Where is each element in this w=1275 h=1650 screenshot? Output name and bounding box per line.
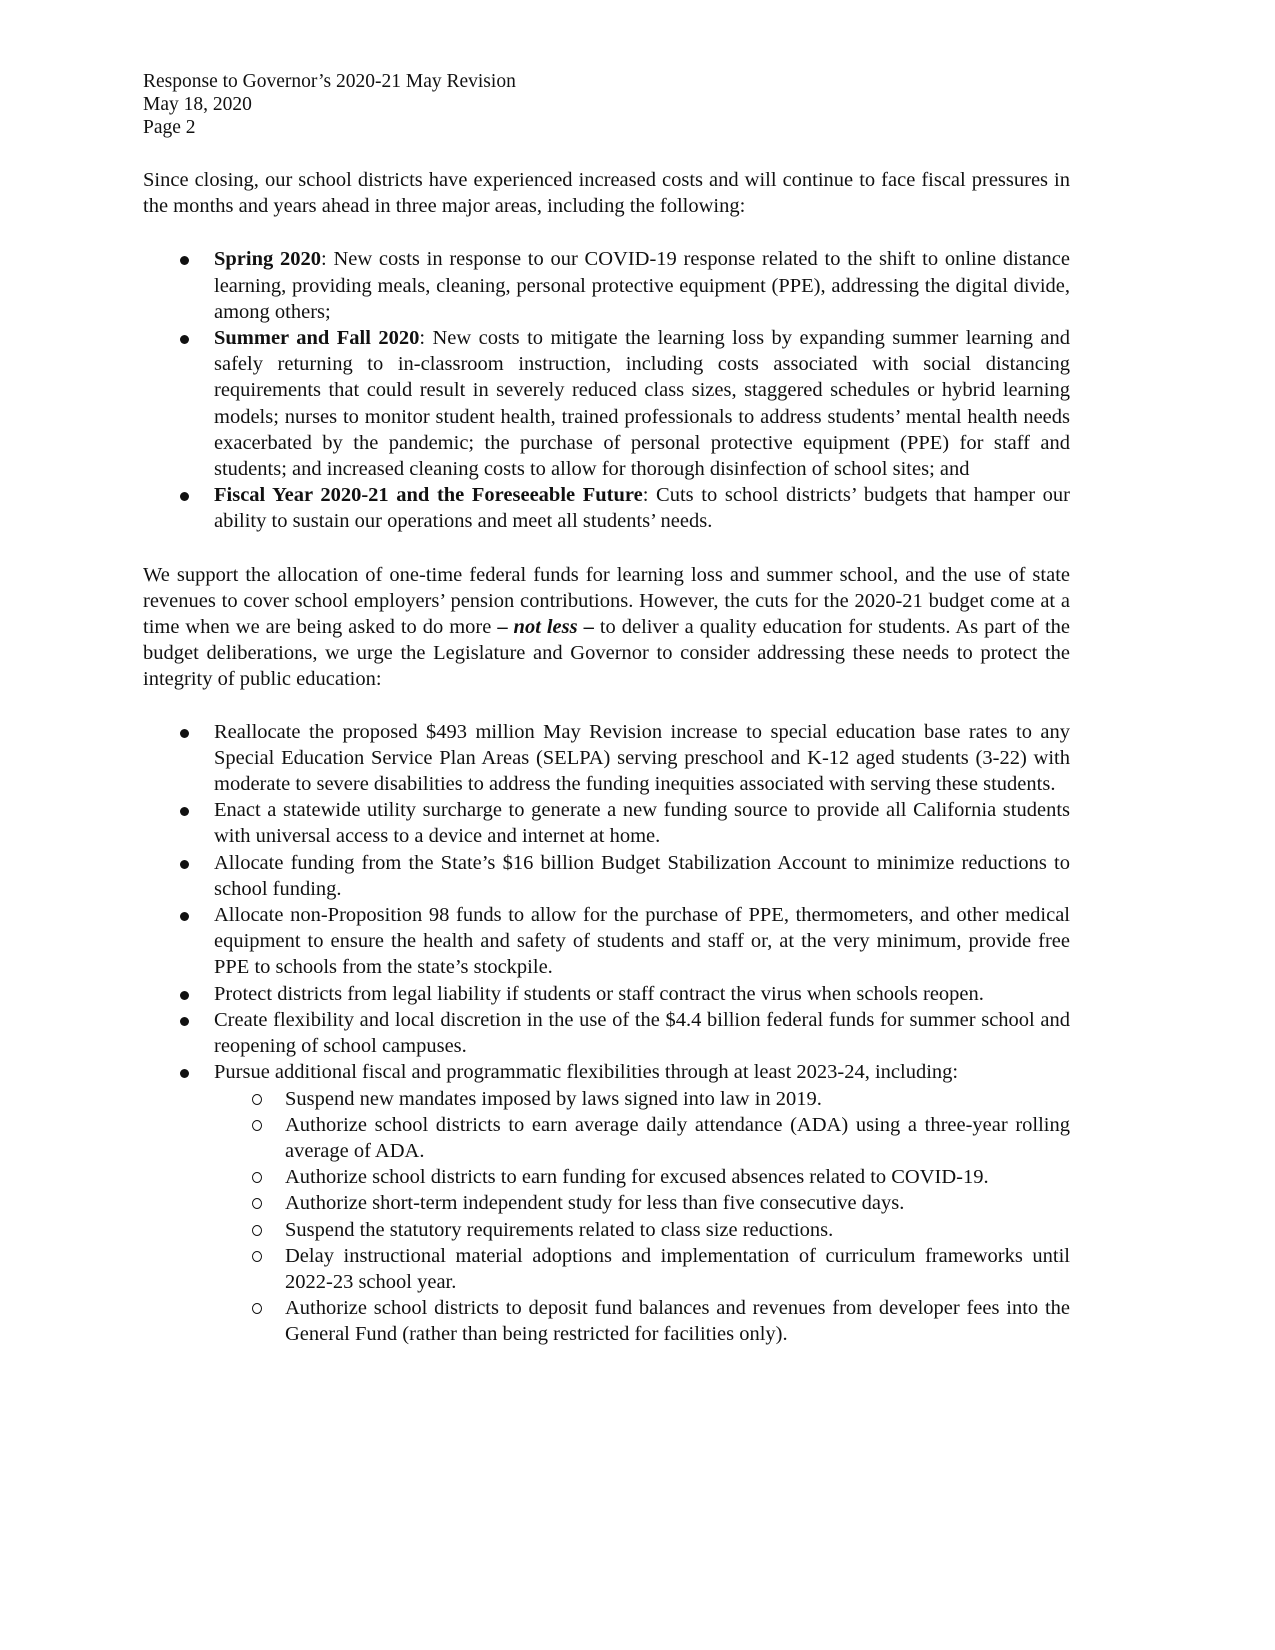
bullet-icon: [180, 1069, 189, 1078]
recommendation-text: Reallocate the proposed $493 million May Revision increase to special education base rates to any Special Education Service Plan Areas (SELPA) serving preschool and K-12 aged students (3-22) with moderate to severe disabilities to address the funding inequities associated with serving these students.: [214, 720, 1070, 796]
support-text-before: We support the allocation of one-time federal funds for learning loss and summer school, and the use of state revenues to cover school employers’ pension contributions. However, the cuts for the 2020-21 budget come at a time when we are being asked to do more: [143, 563, 1070, 639]
flexibility-text: Suspend the statutory requirements related to class size reductions.: [285, 1218, 834, 1241]
sub-list-item: [214, 1190, 1070, 1216]
area-label: Summer and Fall 2020: [214, 327, 420, 350]
hollow-bullet-icon: [252, 1198, 262, 1209]
recommendation-text: Pursue additional fiscal and programmatic flexibilities through at least 2023-24, including:: [214, 1061, 959, 1084]
recommendation-text: Enact a statewide utility surcharge to generate a new funding source to provide all California students with universal access to a device and internet at home.: [214, 799, 1070, 848]
list-item: [143, 1007, 1070, 1059]
sub-list-item: [214, 1086, 1070, 1112]
support-paragraph: [143, 562, 1070, 693]
recommendations-list: [143, 719, 1070, 1348]
intro-paragraph: Since closing, our school districts have experienced increased costs and will continue to face fiscal pressures in the months and years ahead in three major areas, including the following:: [143, 169, 1070, 218]
flexibility-text: Delay instructional material adoptions and implementation of curriculum frameworks until 2022-23 school year.: [285, 1244, 1070, 1293]
header-title: Response to Governor’s 2020-21 May Revision: [143, 71, 516, 92]
list-item: [143, 719, 1070, 798]
hollow-bullet-icon: [252, 1225, 262, 1236]
list-item: [143, 902, 1070, 981]
bullet-icon: [180, 807, 189, 816]
dash: –: [497, 616, 514, 639]
letter-header: [143, 70, 1070, 139]
hollow-bullet-icon: [252, 1303, 262, 1314]
emphasis-not-less: not less: [513, 616, 578, 639]
hollow-bullet-icon: [252, 1120, 262, 1131]
list-item: [143, 1059, 1070, 1347]
bullet-icon: [180, 860, 189, 869]
list-item: [143, 981, 1070, 1007]
flexibility-text: Authorize short-term independent study for less than five consecutive days.: [285, 1192, 905, 1215]
dash: –: [577, 616, 594, 639]
flexibility-text: Suspend new mandates imposed by laws signed into law in 2019.: [285, 1087, 822, 1110]
list-item: [143, 482, 1070, 534]
area-label: Spring 2020: [214, 248, 321, 271]
flexibility-text: Authorize school districts to earn funding for excused absences related to COVID-19.: [285, 1166, 989, 1189]
hollow-bullet-icon: [252, 1172, 262, 1183]
recommendation-text: Allocate funding from the State’s $16 billion Budget Stabilization Account to minimize reductions to school funding.: [214, 851, 1070, 900]
header-date: May 18, 2020: [143, 94, 252, 115]
list-item: [143, 325, 1070, 482]
sub-list-item: [214, 1112, 1070, 1164]
list-item: [143, 246, 1070, 325]
area-text: : Cuts to school districts’ budgets that hamper our ability to sustain our operations and meet all students’ needs.: [214, 484, 1070, 533]
bullet-icon: [180, 991, 189, 1000]
recommendation-text: Protect districts from legal liability if students or staff contract the virus when schools reopen.: [214, 982, 984, 1005]
sub-list-item: [214, 1164, 1070, 1190]
hollow-bullet-icon: [252, 1094, 262, 1105]
list-item: [143, 850, 1070, 902]
area-text: : New costs to mitigate the learning loss by expanding summer learning and safely returning to in-classroom instruction, including costs associated with social distancing requirements that could result in severely reduced class sizes, staggered schedules or hybrid learning models; nurses to monitor student health, trained professionals to address students’ mental health needs exacerbated by the pandemic; the purchase of personal protective equipment (PPE) for staff and students; and increased cleaning costs to allow for thorough disinfection of school sites; and: [214, 327, 1071, 481]
sub-list-item: [214, 1243, 1070, 1295]
sub-list-item: [214, 1295, 1070, 1347]
flexibility-text: Authorize school districts to deposit fund balances and revenues from developer fees into the General Fund (rather than being restricted for facilities only).: [285, 1297, 1070, 1346]
sub-list-item: [214, 1217, 1070, 1243]
area-text: : New costs in response to our COVID-19 response related to the shift to online distance learning, providing meals, cleaning, personal protective equipment (PPE), addressing the digital divide, among others;: [214, 248, 1071, 323]
recommendation-text: Allocate non-Proposition 98 funds to allow for the purchase of PPE, thermometers, and other medical equipment to ensure the health and safety of students and staff or, at the very minimum, provide free PPE to schools from the state’s stockpile.: [214, 904, 1070, 979]
hollow-bullet-icon: [252, 1251, 262, 1262]
area-label: Fiscal Year 2020-21 and the Foreseeable Future: [214, 484, 643, 507]
bullet-icon: [180, 1017, 189, 1026]
document-page: [143, 70, 1070, 1348]
flexibility-text: Authorize school districts to earn average daily attendance (ADA) using a three-year rolling average of ADA.: [285, 1113, 1070, 1162]
bullet-icon: [180, 256, 189, 265]
bullet-icon: [180, 912, 189, 921]
list-item: [143, 797, 1070, 849]
support-text-after: to deliver a quality education for students. As part of the budget deliberations, we urge the Legislature and Governor to consider addressing these needs to protect the integrity of public education:: [143, 616, 1071, 691]
bullet-icon: [180, 335, 189, 344]
flexibilities-sublist: [214, 1086, 1070, 1348]
cost-areas-list: [143, 246, 1070, 534]
header-page-number: Page 2: [143, 117, 196, 138]
bullet-icon: [180, 492, 189, 501]
bullet-icon: [180, 729, 189, 738]
recommendation-text: Create flexibility and local discretion in the use of the $4.4 billion federal funds for summer school and reopening of school campuses.: [214, 1008, 1070, 1058]
